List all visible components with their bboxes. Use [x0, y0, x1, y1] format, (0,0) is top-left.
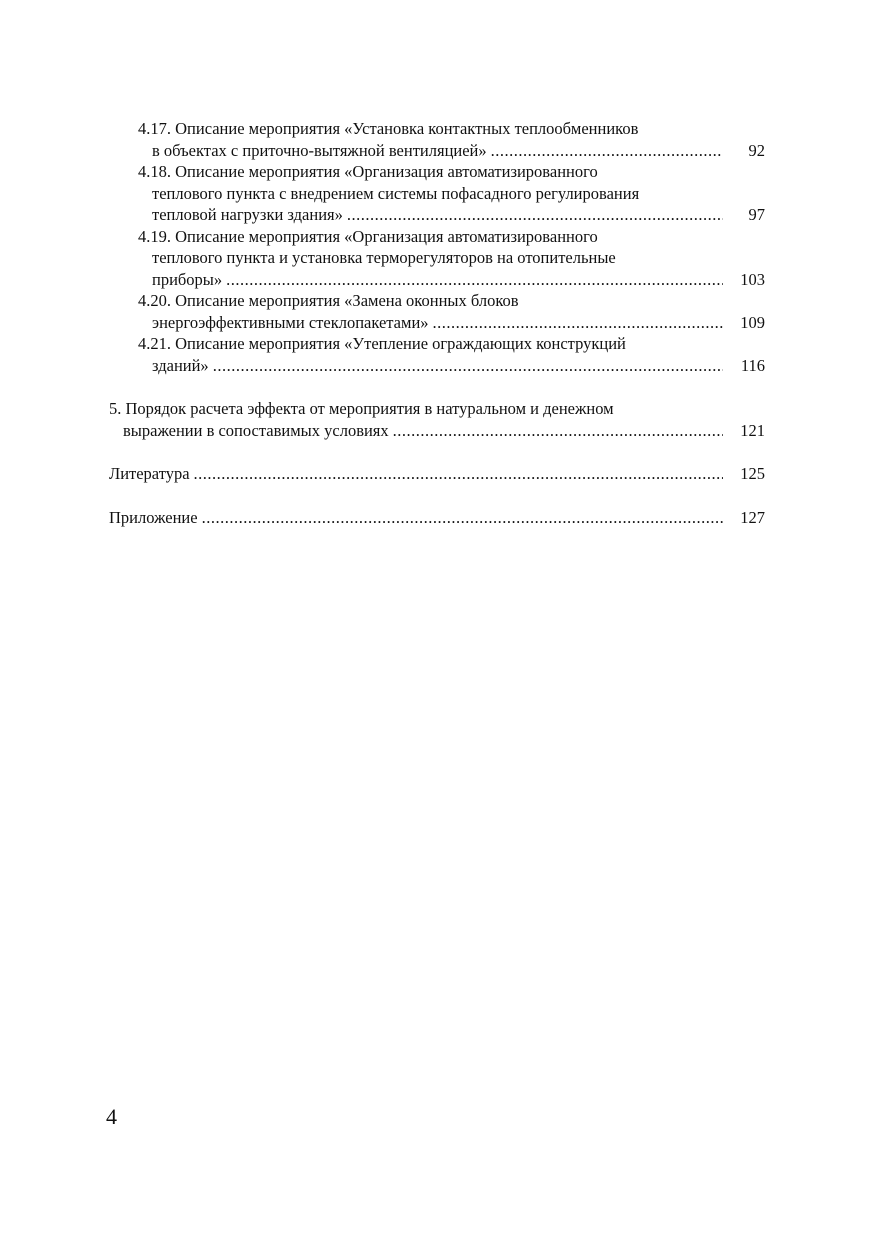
dot-leader: [194, 463, 723, 485]
toc-entry-line: [109, 420, 765, 442]
toc-entry-text: выражении в сопоставимых условиях: [123, 420, 389, 440]
toc-page-number: 127: [740, 507, 765, 527]
toc-entry-text: энергоэффективными стеклопакетами»: [152, 312, 429, 332]
toc-entry-line: [138, 204, 765, 226]
toc-entry-4-17: [138, 118, 765, 161]
dot-leader: [491, 140, 723, 162]
toc-entry-line: [138, 269, 765, 291]
toc-entry-4-19: [138, 226, 765, 291]
toc-page-number: 103: [740, 269, 765, 289]
toc-page-number: 116: [740, 355, 765, 375]
toc-entry-4-21: [138, 333, 765, 376]
toc-entry-line: [109, 507, 765, 529]
toc-entry-text: в объектах с приточно-вытяжной вентиляцией»: [152, 140, 487, 160]
toc-entry-line: [138, 312, 765, 334]
dot-leader: [202, 507, 723, 529]
page-number: 4: [106, 1104, 117, 1129]
toc-entry-line: [138, 355, 765, 377]
toc-entry-text: зданий»: [152, 355, 209, 375]
toc-entry-4-18: [138, 161, 765, 226]
toc-entry-4-20: [138, 290, 765, 333]
toc-entry-literature: [109, 463, 765, 485]
toc-entry-line: [109, 463, 765, 485]
toc-entry-line: 4.18. Описание мероприятия «Организация автоматизированного: [138, 162, 598, 181]
toc-entry-line: 4.17. Описание мероприятия «Установка контактных теплообменников: [138, 119, 639, 138]
dot-leader: [433, 312, 723, 334]
toc-entry-line: 4.21. Описание мероприятия «Утепление ограждающих конструкций: [138, 334, 626, 353]
toc-entry-appendix: [109, 507, 765, 529]
toc-entry-text: Литература: [109, 464, 190, 483]
toc-entry-section-5: [109, 398, 765, 441]
toc-entry-line: теплового пункта и установка терморегуляторов на отопительные: [152, 248, 616, 267]
toc-entry-line: 4.20. Описание мероприятия «Замена оконных блоков: [138, 291, 519, 310]
toc-entry-text: Приложение: [109, 507, 198, 527]
toc-page-number: 97: [748, 205, 765, 224]
toc-page-number: 109: [740, 312, 765, 332]
toc-page-number: 92: [748, 140, 765, 160]
dot-leader: [393, 420, 723, 442]
toc-page-number: 125: [740, 464, 765, 483]
toc-entry-text: тепловой нагрузки здания»: [152, 205, 343, 224]
table-of-contents: [109, 118, 765, 528]
dot-leader: [226, 269, 723, 291]
toc-entry-line: 4.19. Описание мероприятия «Организация автоматизированного: [138, 226, 598, 246]
dot-leader: [213, 355, 723, 377]
toc-entry-text: приборы»: [152, 269, 223, 289]
toc-entry-line: теплового пункта с внедрением системы пофасадного регулирования: [152, 183, 640, 203]
dot-leader: [347, 204, 723, 226]
toc-page-number: 121: [740, 420, 765, 440]
toc-entry-line: [138, 140, 765, 162]
toc-entry-line: 5. Порядок расчета эффекта от мероприятия в натуральном и денежном: [109, 399, 614, 418]
